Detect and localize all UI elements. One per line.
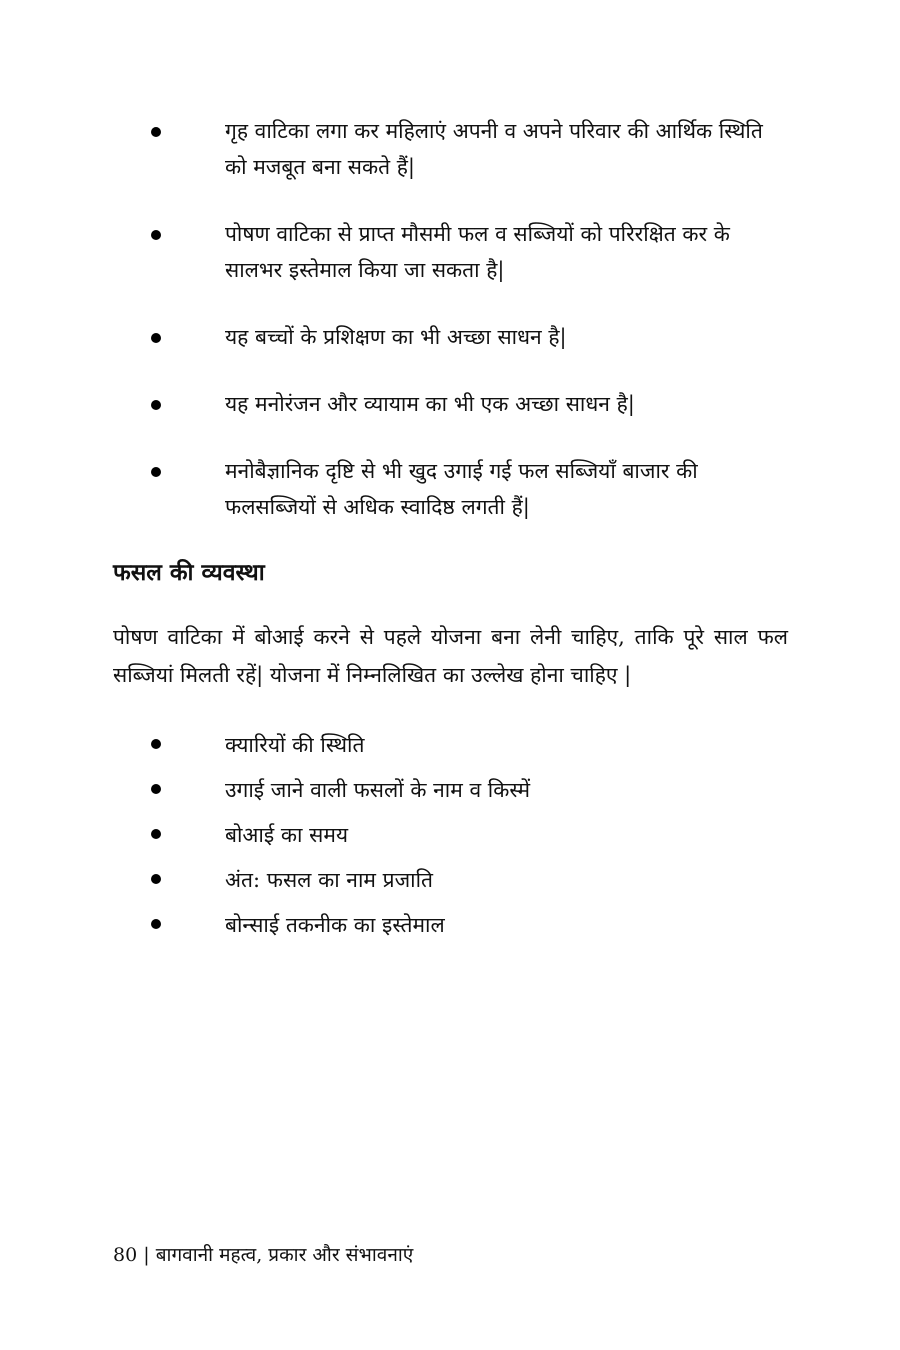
page-number: 80 (113, 1244, 138, 1266)
bullet-icon (151, 400, 161, 410)
list-item-text: पोषण वाटिका से प्राप्त मौसमी फल व सब्जियों को परिरक्षित कर के सालभर इस्तेमाल किया जा सकता है| (225, 222, 730, 282)
bullet-icon (151, 784, 161, 794)
list-item (0, 453, 788, 525)
bullet-icon (151, 874, 161, 884)
bullet-icon (151, 919, 161, 929)
bullet-icon (151, 333, 161, 343)
list-item-text: उगाई जाने वाली फसलों के नाम व किस्में (225, 778, 531, 802)
list-item-text: अंत: फसल का नाम प्रजाति (225, 868, 434, 892)
page-footer (113, 1240, 413, 1270)
plan-list (0, 723, 900, 948)
benefits-list (0, 113, 900, 525)
list-item (0, 858, 788, 903)
list-item (0, 113, 788, 185)
book-title: बागवानी महत्व, प्रकार और संभावनाएं (155, 1244, 414, 1266)
bullet-icon (151, 127, 161, 137)
footer-separator: | (143, 1244, 150, 1266)
list-item (0, 768, 788, 813)
list-item-text: बोआई का समय (225, 823, 349, 847)
list-item-text: यह मनोरंजन और व्यायाम का भी एक अच्छा साधन है| (225, 392, 635, 416)
bullet-icon (151, 829, 161, 839)
list-item-text: गृह वाटिका लगा कर महिलाएं अपनी व अपने परिवार की आर्थिक स्थिति को मजबूत बना सकते हैं| (225, 119, 763, 179)
list-item (0, 813, 788, 858)
list-item (0, 216, 788, 288)
list-item-text: बोन्साई तकनीक का इस्तेमाल (225, 913, 445, 937)
list-item (0, 723, 788, 768)
bullet-icon (151, 230, 161, 240)
list-item (0, 319, 788, 355)
bullet-icon (151, 467, 161, 477)
list-item-text: क्यारियों की स्थिति (225, 733, 365, 757)
section-paragraph: पोषण वाटिका में बोआई करने से पहले योजना बना लेनी चाहिए, ताकि पूरे साल फल सब्जियां मिलती रहें| योजना में निम्नलिखित का उल्लेख होना चाहिए | (113, 625, 788, 687)
list-item-text: मनोबैज्ञानिक दृष्टि से भी खुद उगाई गई फल सब्जियाँ बाजार की फलसब्जियों से अधिक स्वादिष्ठ लगती हैं| (225, 459, 698, 519)
list-item (0, 386, 788, 422)
bullet-icon (151, 739, 161, 749)
list-item-text: यह बच्चों के प्रशिक्षण का भी अच्छा साधन है| (225, 325, 567, 349)
section-heading: फसल की व्यवस्था (113, 559, 265, 586)
list-item (0, 903, 788, 948)
